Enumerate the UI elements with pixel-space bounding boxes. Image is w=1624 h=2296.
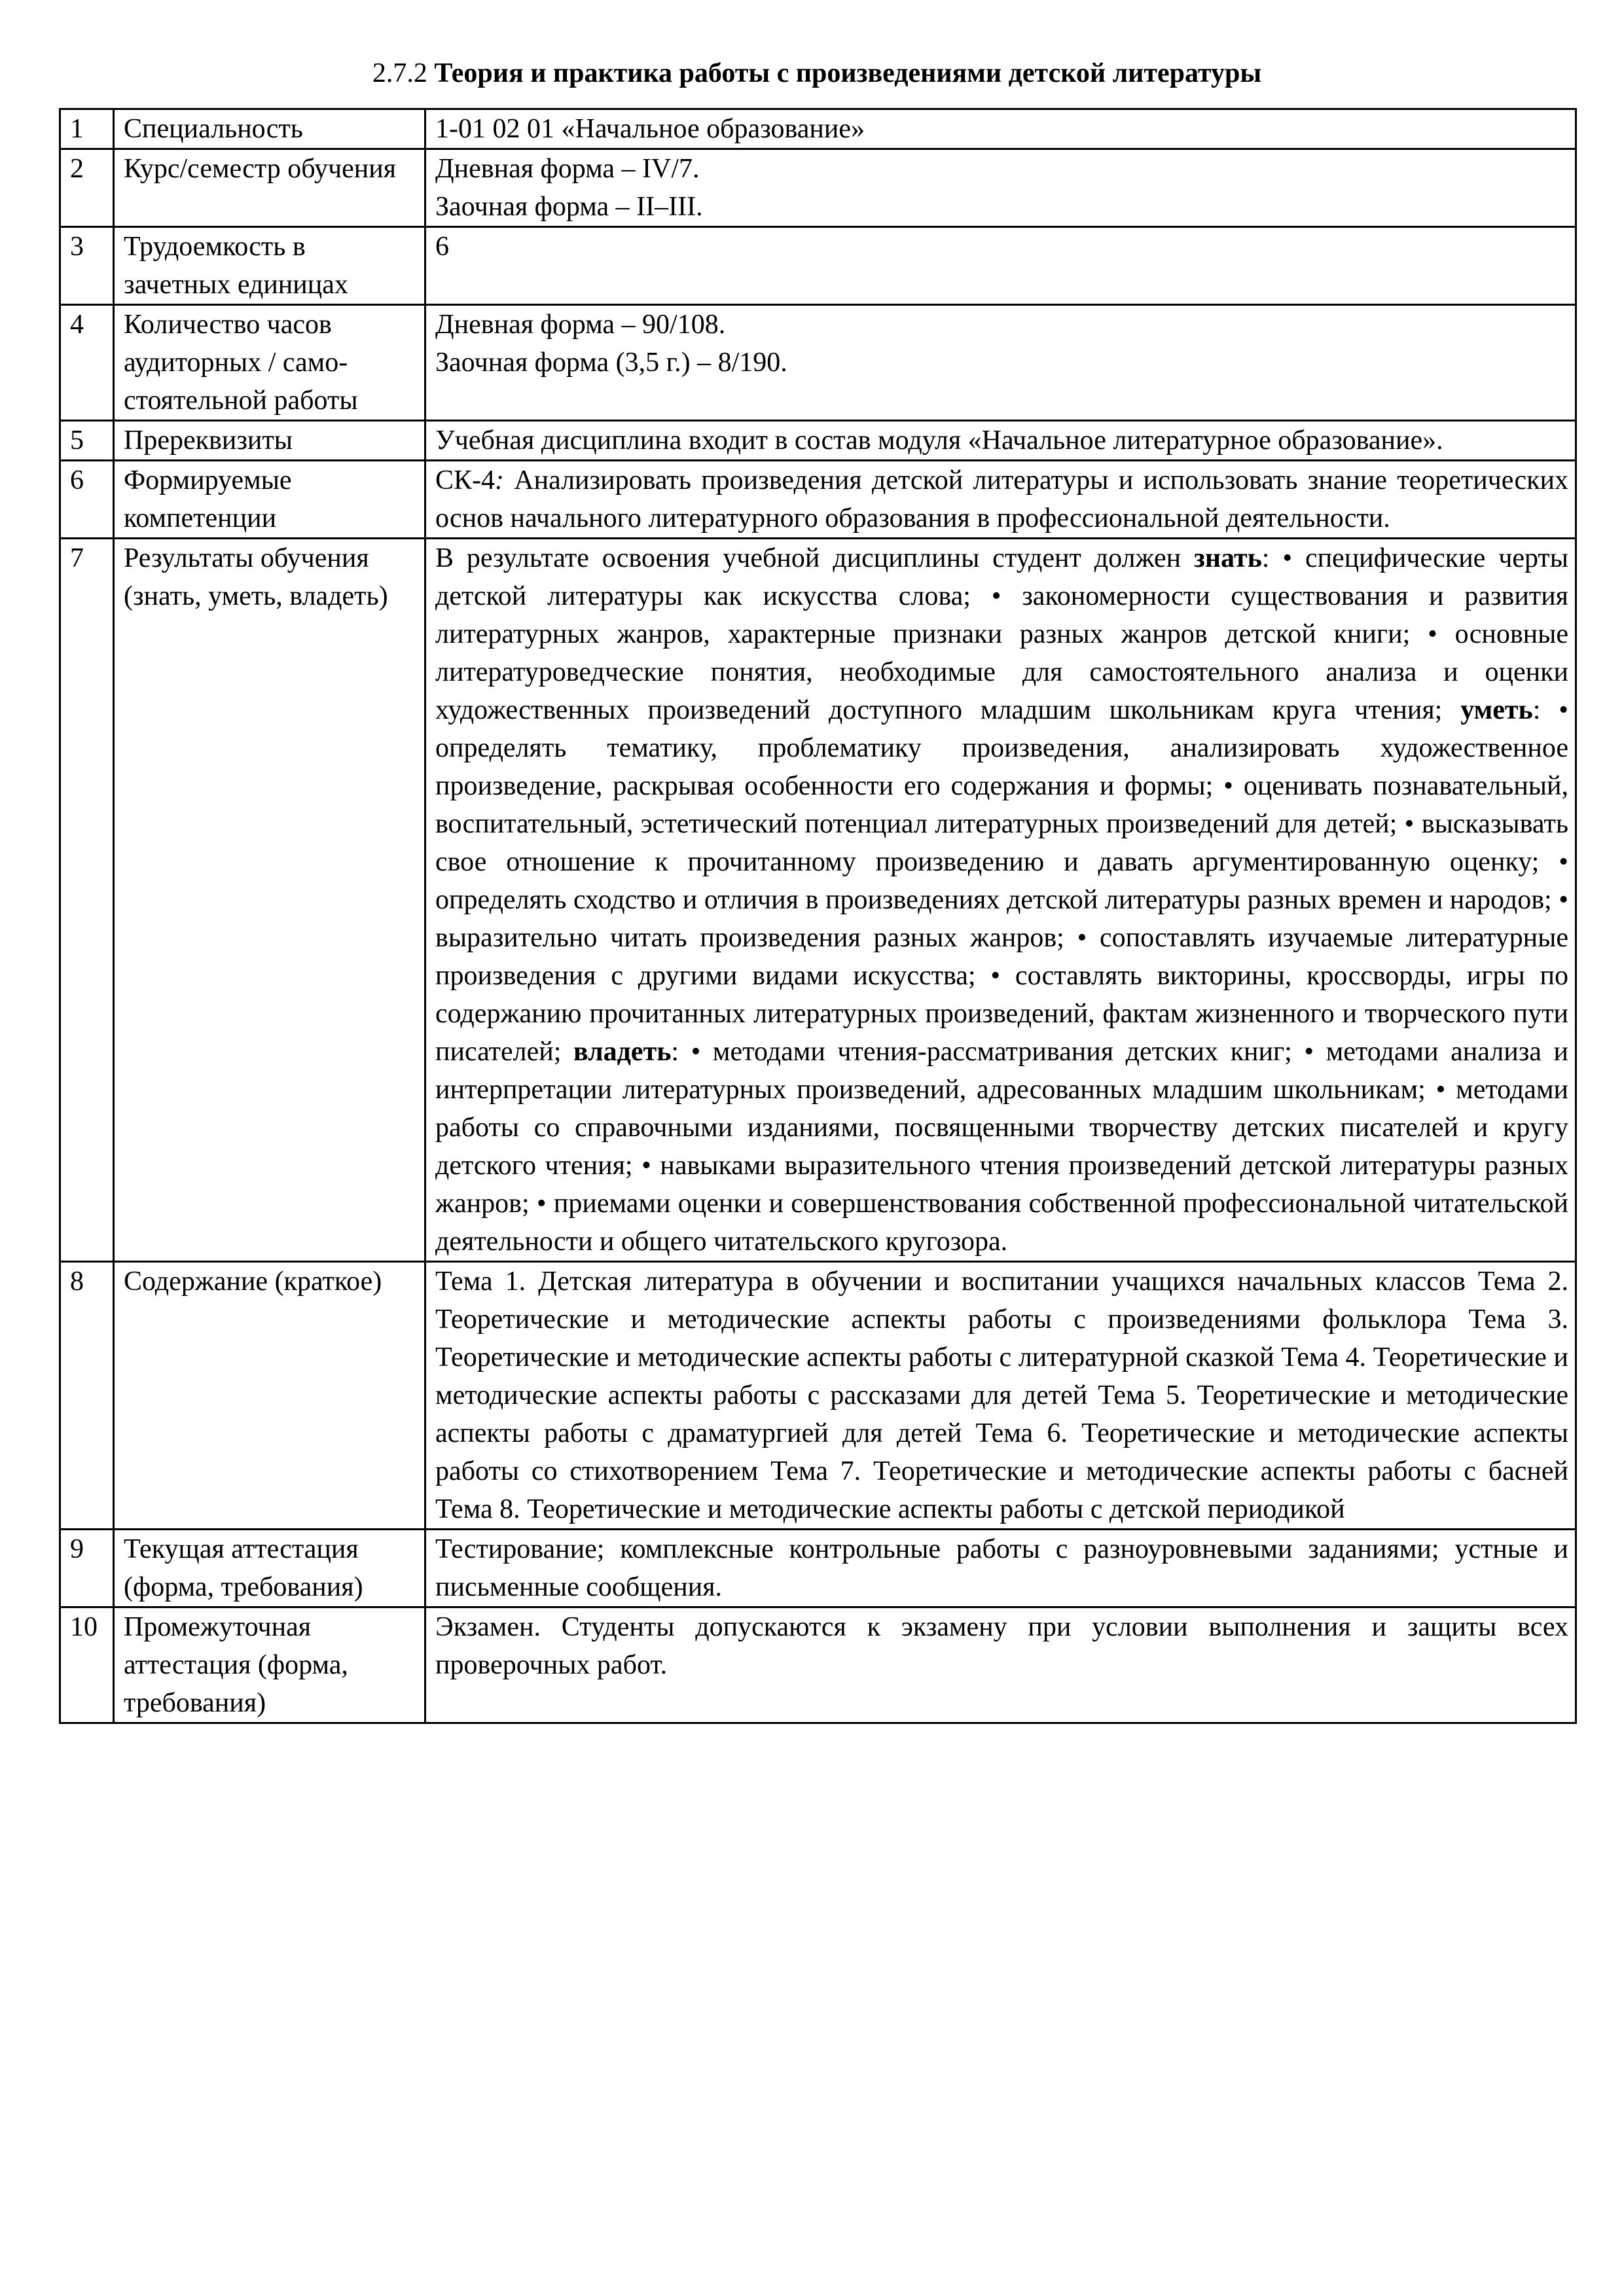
row-number: 9 (60, 1530, 114, 1607)
page-title (59, 55, 1575, 92)
section-title: Теория и практика работы с произведениями детской литературы (434, 58, 1262, 88)
row-number: 2 (60, 149, 114, 227)
table-row (60, 149, 1576, 227)
table-row (60, 1262, 1576, 1530)
row-value (425, 109, 1576, 149)
competence-code: СК-4 (435, 465, 496, 495)
row-label: Промежуточная аттестация (форма, требования) (114, 1607, 425, 1723)
value-line: Дневная форма – 90/108. (435, 310, 726, 340)
row-number: 6 (60, 461, 114, 539)
section-number: 2.7.2 (372, 58, 427, 88)
row-label: Результаты обучения (знать, уметь, владеть) (114, 539, 425, 1262)
table-row (60, 305, 1576, 421)
table-row (60, 461, 1576, 539)
row-label: Специальность (114, 109, 425, 149)
row-label: Формируемые компетенции (114, 461, 425, 539)
course-info-table (59, 108, 1577, 1724)
row-number: 3 (60, 227, 114, 305)
row-label: Пререквизиты (114, 421, 425, 461)
competence-text: Анализировать произведения детской литературы и использовать знание теоретических основ начального литературного образования в профессиональной деятельности. (435, 465, 1568, 533)
row-value: Учебная дисциплина входит в состав модуля «Начальное литературное образование». (425, 421, 1576, 461)
row-label: Содержание (краткое) (114, 1262, 425, 1530)
results-intro: В результате освоения учебной дисциплины студент должен (435, 543, 1194, 573)
row-value (425, 305, 1576, 421)
can-text: : • определять тематику, проблематику произведения, анализировать художественное произведение, раскрывая особенности его содержания и формы; • оценивать познавательный, воспитательный, эстетический потенциал литературных произведений для детей; • высказывать свое отношение к прочитанному произведению и давать аргументированную оценку; • определять сходство и отличия в произведениях детской литературы разных времен и народов; • выразительно читать произведения разных жанров; • сопоставлять изучаемые литературные произведения с другими видами искусства; • составлять викторины, кроссворды, игры по содержанию прочитанных литературных произведений, фактам жизненного и творческого пути писателей; (435, 695, 1568, 1067)
row-number: 4 (60, 305, 114, 421)
row-value (425, 149, 1576, 227)
know-label: знать (1193, 543, 1262, 573)
row-number: 10 (60, 1607, 114, 1723)
table-row (60, 421, 1576, 461)
row-value: Тестирование; комплексные контрольные работы с разноуровневыми заданиями; устные и письменные сообщения. (425, 1530, 1576, 1607)
own-label: владеть (573, 1037, 672, 1067)
row-label: Трудоемкость в зачетных единицах (114, 227, 425, 305)
value-line: Дневная форма – IV/7. (435, 154, 700, 184)
table-row (60, 227, 1576, 305)
row-number: 7 (60, 539, 114, 1262)
value-line: 6 (435, 232, 449, 262)
table-row (60, 539, 1576, 1262)
row-number: 5 (60, 421, 114, 461)
row-value (425, 539, 1576, 1262)
value-line: Заочная форма – II–III. (435, 192, 703, 222)
table-row (60, 1607, 1576, 1723)
row-label: Количество часов аудиторных / само-стоятельной работы (114, 305, 425, 421)
row-value: Тема 1. Детская литература в обучении и воспитании учащихся начальных классов Тема 2. Теоретические и методические аспекты работы с произведениями фольклора Тема 3. Теоретические и методические аспекты работы с литературной сказкой Тема 4. Теоретические и методические аспекты работы с рассказами для детей Тема 5. Теоретические и методические аспекты работы с драматургией для детей Тема 6. Теоретические и методические аспекты работы со стихотворением Тема 7. Теоретические и методические аспекты работы с басней Тема 8. Теоретические и методические аспекты работы с детской периодикой (425, 1262, 1576, 1530)
own-text: : • методами чтения-рассматривания детских книг; • методами анализа и интерпретации литературных произведений, адресованных младшим школьникам; • методами работы со справочными изданиями, посвященными творчеству детских писателей и кругу детского чтения; • навыками выразительного чтения произведений детской литературы разных жанров; • приемами оценки и совершенствования собственной профессиональной читательской деятельности и общего читательского кругозора. (435, 1037, 1568, 1257)
table-row (60, 109, 1576, 149)
know-text: : • специфические черты детской литературы как искусства слова; • закономерности существования и развития литературных жанров, характерные признаки разных жанров детской книги; • основные литературоведческие понятия, необходимые для самостоятельного анализа и оценки художественных произведений доступного младшим школьникам круга чтения; (435, 543, 1568, 725)
row-number: 8 (60, 1262, 114, 1530)
row-value: Экзамен. Студенты допускаются к экзамену при условии выполнения и защиты всех проверочных работ. (425, 1607, 1576, 1723)
row-value (425, 227, 1576, 305)
value-line: Заочная форма (3,5 г.) – 8/190. (435, 348, 787, 378)
table-row (60, 1530, 1576, 1607)
row-label: Текущая аттестация (форма, требования) (114, 1530, 425, 1607)
row-number: 1 (60, 109, 114, 149)
can-label: уметь (1460, 695, 1533, 725)
competence-colon: : (495, 465, 505, 495)
row-label: Курс/семестр обучения (114, 149, 425, 227)
row-value (425, 461, 1576, 539)
value-line: 1-01 02 01 «Начальное образование» (435, 114, 865, 144)
